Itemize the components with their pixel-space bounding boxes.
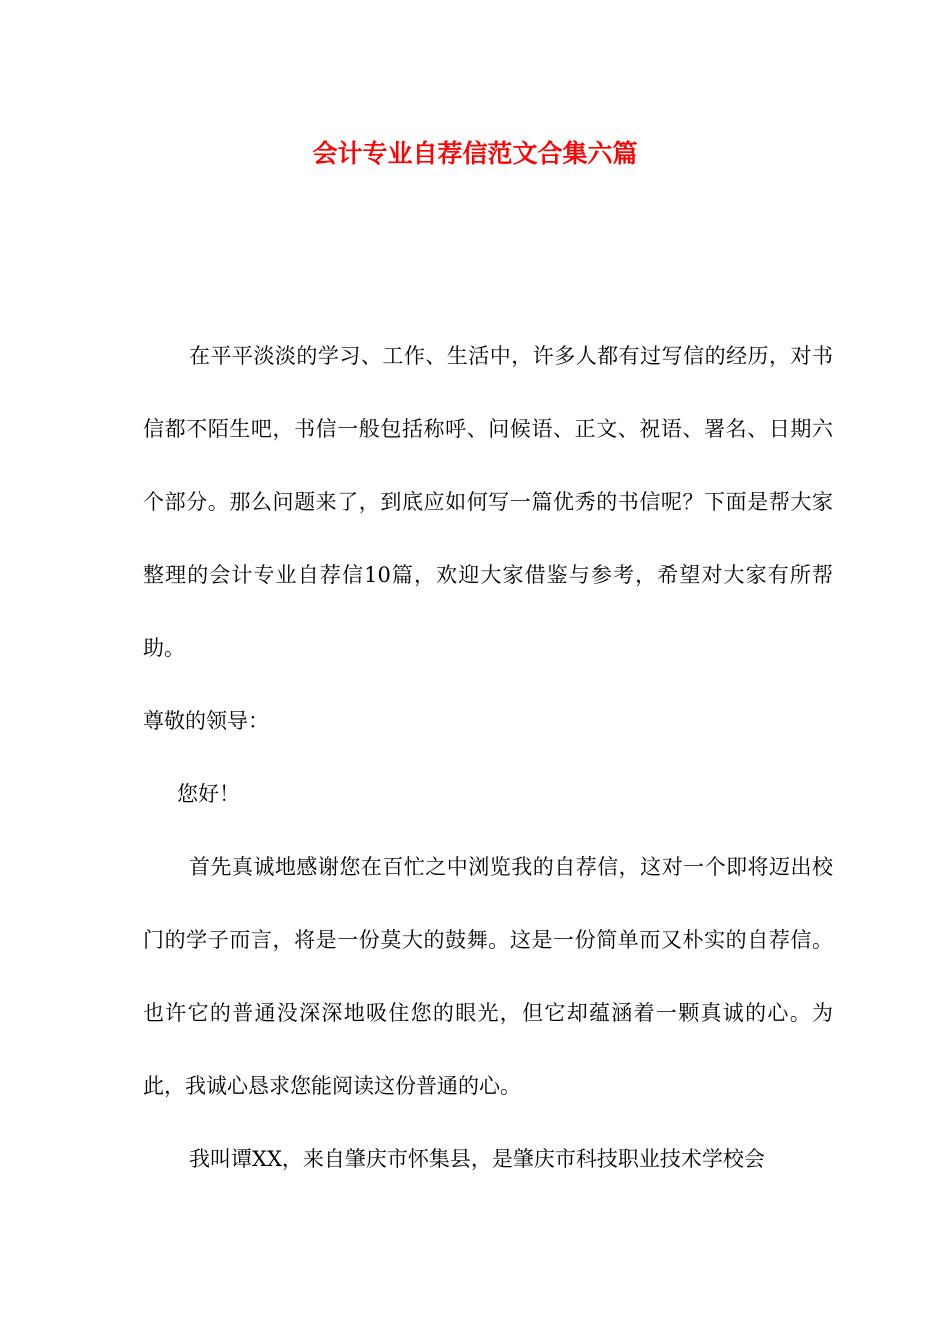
body-paragraph: 首先真诚地感谢您在百忙之中浏览我的自荐信，这对一个即将迈出校门的学子而言，将是一份莫大的鼓舞。这是一份简单而又朴实的自荐信。也许它的普通没深深地吸住您的眼光，但它却蕴涵着一颗真诚的心。为此，我诚心恳求您能阅读这份普通的心。 (143, 855, 833, 1098)
document-body (143, 320, 833, 1196)
salutation: 尊敬的领导： (143, 709, 269, 733)
intro-paragraph: 在平平淡淡的学习、工作、生活中，许多人都有过写信的经历，对书信都不陌生吧，书信一般包括称呼、问候语、正文、祝语、署名、日期六个部分。那么问题来了，到底应如何写一篇优秀的书信呢？下面是帮大家整理的会计专业自荐信10篇，欢迎大家借鉴与参考，希望对大家有所帮助。 (143, 344, 833, 660)
greeting: 您好！ (177, 782, 240, 806)
body-paragraph: 我叫谭XX，来自肇庆市怀集县，是肇庆市科技职业技术学校会 (189, 1147, 765, 1171)
document-title: 会计专业自荐信范文合集六篇 (312, 139, 638, 168)
